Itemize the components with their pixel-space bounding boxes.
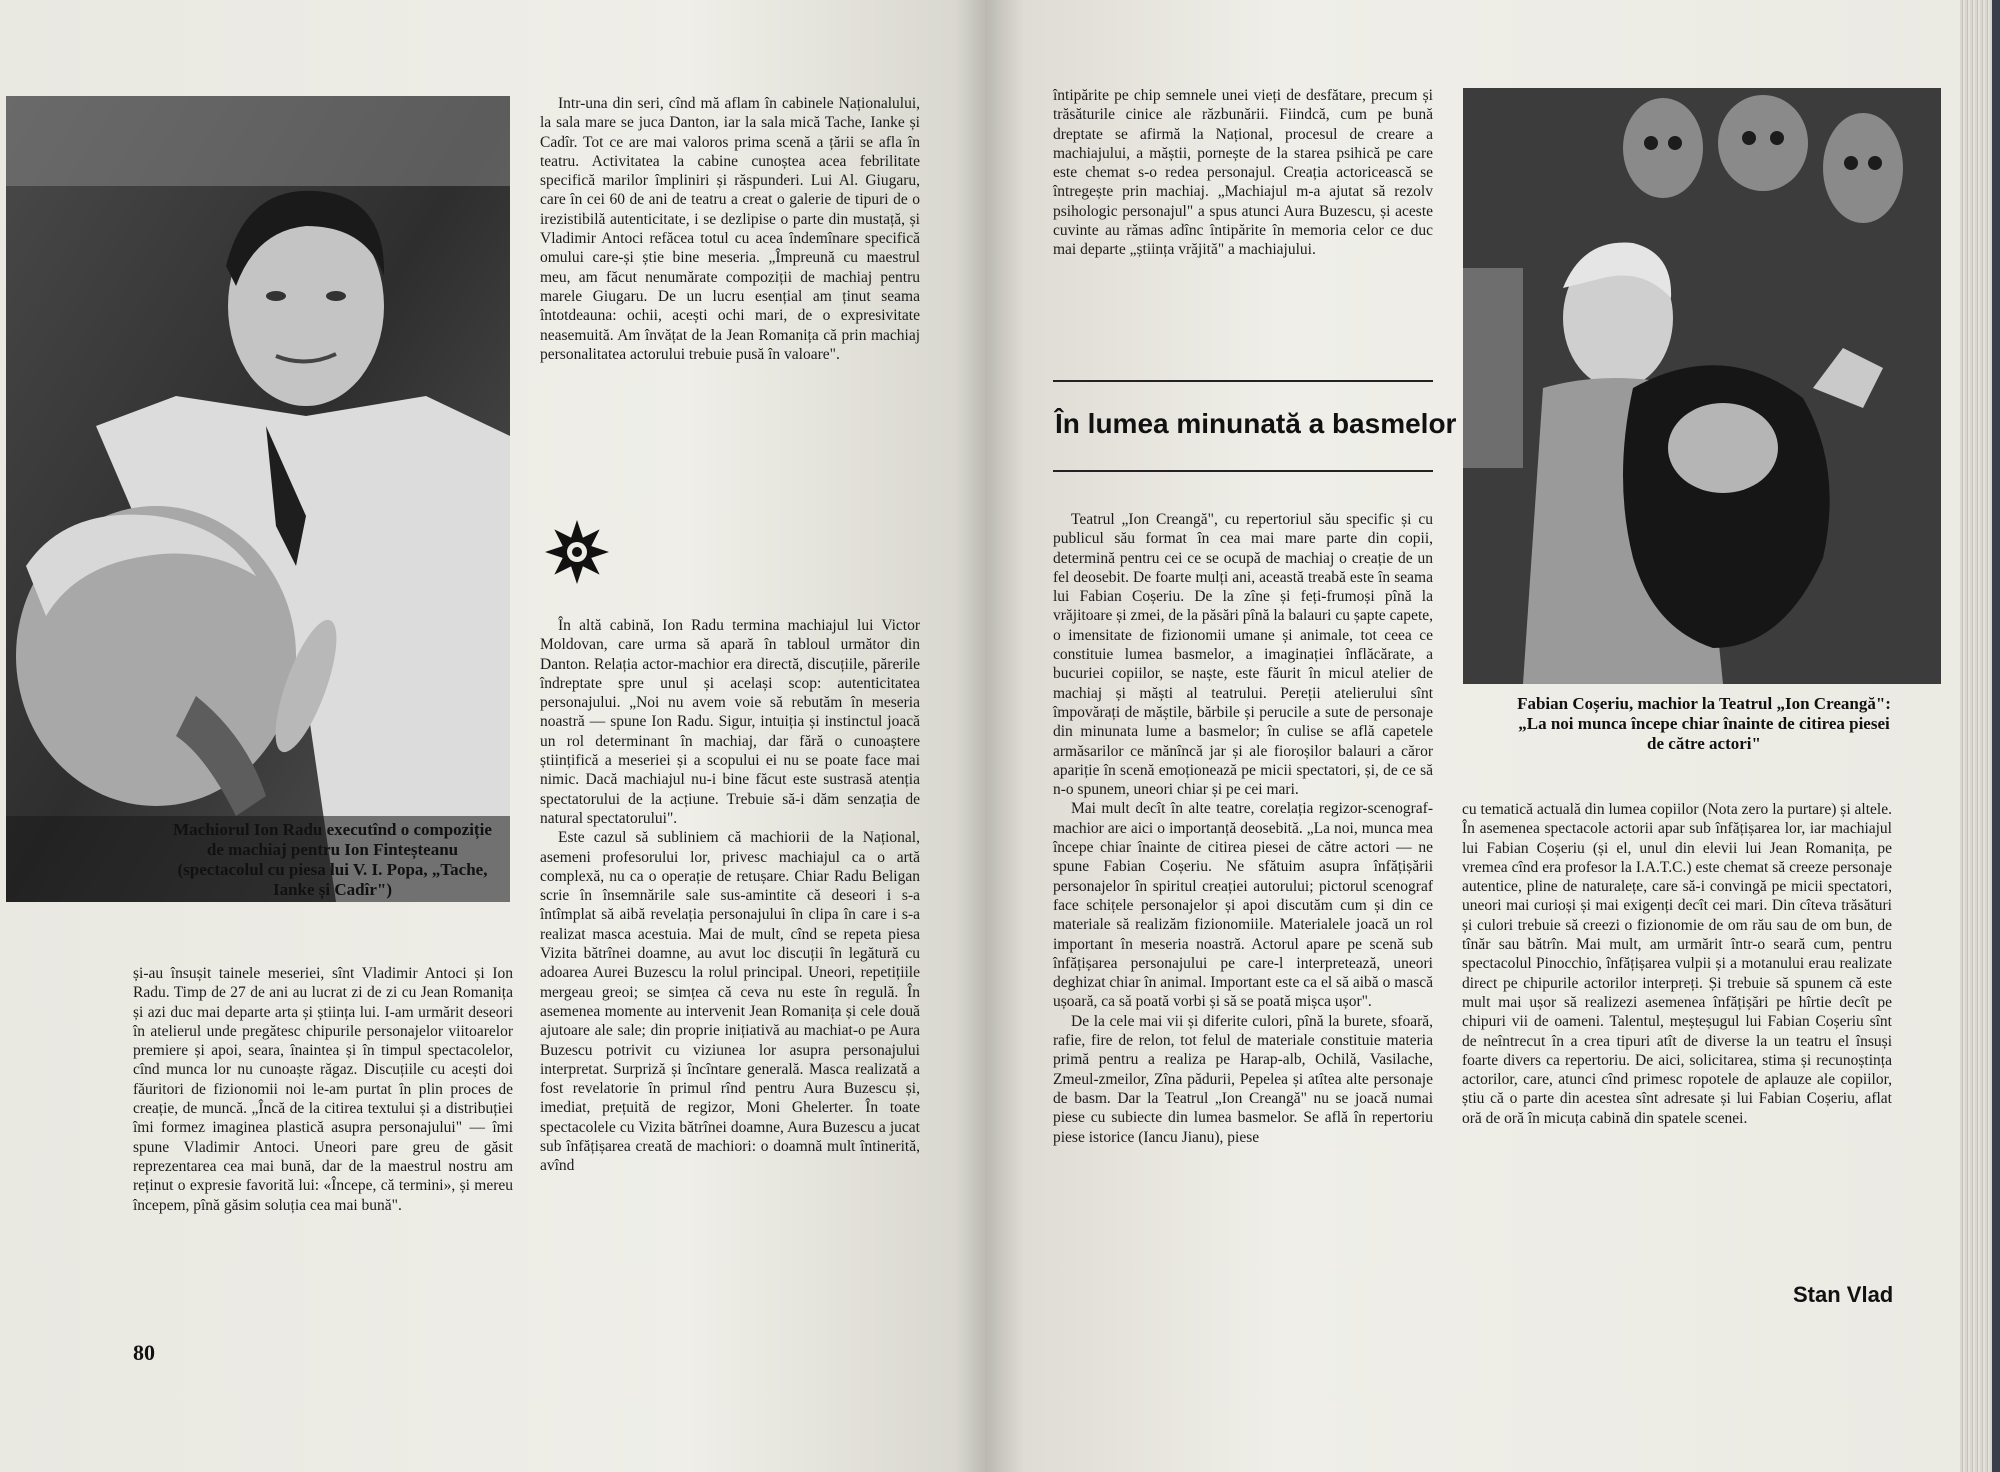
author-signature: Stan Vlad	[1793, 1282, 1894, 1307]
photo-makeup-artist-ion-radu	[6, 96, 510, 902]
paragraph: întipărite pe chip semnele unei vieți de desfătare, precum și trăsăturile cinice ale răzbunării. Fiindcă, cum pe bună dreptate se afirmă la Național, procesul de creare a machiajului, a măștii, pornește de la starea psihică pe care este chemat s-o redea personajul. Creația actoricească se întregește prin machiaj. „Machiajul m-a ajutat să rezolv psihologic personajul" a spus atunci Aura Buzescu, și aceste cuvinte au rămas adînc întipărite în memoria celor ce duc mai departe „știința vrăjită" a machiajului.	[1053, 87, 1433, 259]
paragraph: și-au însușit tainele meseriei, sînt Vladimir Antoci și Ion Radu. Timp de 27 de ani au lucrat zi de zi cu Jean Romanița și azi duc mai departe arta și știința lui. I-am urmărit deseori în atelierul unde pregătesc chipurile personajelor viitoarelor premiere și apoi, seara, înaintea și în timpul spectacolelor, cînd munca lor nu cunoaște răgaz. Discuțiile cu acești doi făuritori de fizionomii noi le-am purtat în plin proces de creație, de muncă. „Încă de la citirea textului și a distribuției îmi formez imaginea plastică asupra personajului" — îmi spune Vladimir Antoci. Uneori pare greu de găsit reprezentarea cea mai bună, dar de la maestrul nostru am reținut o expresie favorită lui: «Începe, că termini», și mereu începem, pînă găsim soluția cea mai bună".	[133, 965, 513, 1214]
photo-caption-left: Machiorul Ion Radu executînd o compoziție de machiaj pentru Ion Finteșteanu (spectacolul cu piesa lui V. I. Popa, „Tache, Ianke și Cadîr")	[173, 820, 492, 899]
column-right-side	[1462, 800, 1892, 1128]
paragraph: Teatrul „Ion Creangă", cu repertoriul său specific și cu publicul său format în cea mai mare parte din copii, determină pentru cei ce se ocupă de machiaj o creație de un fel deosebit. De foarte mulți ani, această treabă este în seama lui Fabian Coșeriu. De la zîne și feți-frumoși pînă la vrăjitoare și zmei, de la păsări pînă la balauri cu șapte capete, o imensitate de fizionomii umane și animale, tot ceea ce constituie lumea basmelor, a imaginației înflăcărate, a bucuriei copiilor, se naște, este făurit în micul atelier de machiaj și măști al teatrului. Pereții atelierului sînt împovărați de măștile, bărbile și perucile a sute de personaje din minunata lume a basmelor; în culise se află capetele armăsarilor ce mănîncă jar și ale fioroșilor balauri a căror apariție în scenă emoționează pe micii spectatori, și, de ce să n-o spunem, uneori chiar și pe cei mari.	[1053, 511, 1433, 799]
paragraph: În altă cabină, Ion Radu termina machiajul lui Victor Moldovan, care urma să apară în tabloul următor din Danton. Relația actor-machior era directă, discuțiile, părerile îndreptate spre unul și același scop: autenticitatea personajului. „Noi nu avem voie să rebutăm în meseria noastră — spune Ion Radu. Sigur, intuiția și instinctul joacă un rol determinant în machiaj, dar fără o cunoaștere științifică a meseriei și a scopului ei nu se poate face mai nimic. Dacă machiajul nu-i bine făcut este sustrasă atenția spectatorului de la acțiune. Trebuie să-i dăm senzația de natural spectatorului".	[540, 617, 920, 827]
column-right-top	[1053, 86, 1433, 260]
section-heading: În lumea minunată a basmelor	[1055, 408, 1457, 439]
photo-illustration	[6, 96, 510, 902]
paragraph: Intr-una din seri, cînd mă aflam în cabinele Naționalului, la sala mare se juca Danton, iar la sala mică Tache, Ianke și Cadîr. Tot ce are mai valoros prima scenă a țării se afla în teatru. Activitatea la cabine cunoștea acea febrilitate specifică marilor împliniri și răspunderi. Lui Al. Giugaru, care în cei 60 de ani de teatru a creat o galerie de tipuri de o irezistibilă autenticitate, i se dezlipise o parte din mustață, și Vladimir Antoci refăcea totul cu acea îndemînare specifică omului care-și știe bine meseria. „Împreună cu maestrul meu, am făcut nenumărate compoziții de machiaj pentru marele Giugaru. De un lucru esențial am ținut seama întotdeauna: ochii, acești ochi mari, de o expresivitate neasemuită. Am învățat de la Jean Romanița că prin machiaj personalitatea actorului trebuie pusă în valoare".	[540, 95, 920, 363]
photo-illustration	[1463, 88, 1941, 684]
paragraph: cu tematică actuală din lumea copiilor (Nota zero la purtare) și altele. În asemenea spectacole actorii apar sub înfățișarea lor, iar machiajul lui Fabian Coșeriu (și el, unul din elevii lui Jean Romanița, pe vremea cînd era profesor la I.A.T.C.) este chemat să creeze personaje autentice, pline de naturalețe, care să-i convingă pe micii spectatori, uneori mai curioși și mai exigenți decît cei mari. Din cîteva trăsături și culori trebuie să creezi o fizionomie de om rău sau de om bun, de tînăr sau bătrîn. Mai mult, am urmărit într-o seară cum, pentru spectacolul Pinocchio, înfățișarea vulpii și a motanului erau realizate direct pe chipurile actorilor interpreți. Și trebuie să spunem că este mult mai ușor să realizezi asemenea înfățișări pe hîrtie decît pe chipuri vii de oameni. Talentul, meșteșugul lui Fabian Coșeriu sînt de neîntrecut în a crea tipuri atît de diverse la un teatru el însuși foarte divers ca repertoriu. De aici, solicitarea, stima și recunoștința actorilor, care, atunci cînd primesc ropotele de aplauze ale copiilor, știu că o parte din acestea sînt adresate și lui Fabian Coșeriu, aflat oră de oră în micuța cabină din spatele scenei.	[1462, 801, 1892, 1127]
star-ornament-icon	[540, 515, 614, 589]
right-page	[985, 0, 1960, 1472]
column-left-top	[540, 94, 920, 364]
column-right-main	[1053, 510, 1433, 1147]
left-page	[0, 0, 985, 1472]
heading-rule-bottom	[1053, 470, 1433, 472]
column-left-bottom	[133, 964, 513, 1215]
heading-rule-top	[1053, 380, 1433, 382]
paragraph: Este cazul să subliniem că machiorii de la Național, asemeni profesorului lor, privesc machiajul ca o artă complexă, nu ca o operație de retușare. Chiar Radu Beligan scrie în însemnările sale sus-amintite că deseori i s-a întîmplat să aibă revelația personajului în clipa în care i s-a realizat masca acestuia. Mai de mult, cînd se repeta piesa Vizita bătrînei doamne, au avut loc discuții în legătură cu adoarea Aurei Buzescu la rolul principal. Uneori, repetițiile mergeau greoi; se simțea că ceva nu este în regulă. În asemenea momente au intervenit Jean Romanița și cele două ajutoare ale sale; din proprie inițiativă au machiat-o pe Aura Buzescu potrivit cu viziunea lor asupra personajului interpretat. Surpriză și încîntare generală. Masca realizată a fost revelatorie în primul rînd pentru Aura Buzescu și, imediat, prețuită de regizor, Moni Ghelerter. În toate spectacolele cu Vizita bătrînei doamne, Aura Buzescu a jucat sub înfățișarea creată de machiori: o doamnă mult întinerită, avînd	[540, 829, 920, 1175]
photo-fabian-coseriu	[1463, 88, 1941, 684]
column-right-bottom	[540, 616, 920, 1176]
page-edges	[1960, 0, 2000, 1472]
paragraph: De la cele mai vii și diferite culori, pînă la burete, sfoară, rafie, fire de relon, tot felul de materiale constituie materia primă pentru a realiza pe Harap-alb, Ochilă, Vasilache, Zmeul-zmeilor, Zîna pădurii, Pepelea și atîtea alte personaje de basm. Dar la Teatrul „Ion Creangă" nu se joacă numai piese cu subiecte din lumea basmelor. Se află în repertoriu piese istorice (Iancu Jianu), piese	[1053, 1012, 1433, 1146]
page-number-left: 80	[133, 1340, 155, 1365]
photo-caption-right: Fabian Coșeriu, machior la Teatrul „Ion Creangă": „La noi munca începe chiar înainte de citirea piesei de către actori"	[1517, 694, 1891, 753]
paragraph: Mai mult decît în alte teatre, corelația regizor-scenograf-machior are aici o importanță deosebită. „La noi, munca mea începe chiar înainte de citirea piesei de către actori — ne spune Fabian Coșeriu. Ne sfătuim asupra înfățișării personajelor în spiritul creației autorului; pictorul scenograf face schițele personajelor și apoi discutăm cum și din ce materiale să realizăm fizionomiile. Materialele joacă un rol important în meseria noastră. Actorul apare pe scenă sub înfățișarea personajului pe care-l interpretează, uneori deghizat chiar în animal. Important este ca el să aibă o mască ușoară, ca să poată vorbi și să se poată mișca ușor".	[1053, 800, 1433, 1011]
